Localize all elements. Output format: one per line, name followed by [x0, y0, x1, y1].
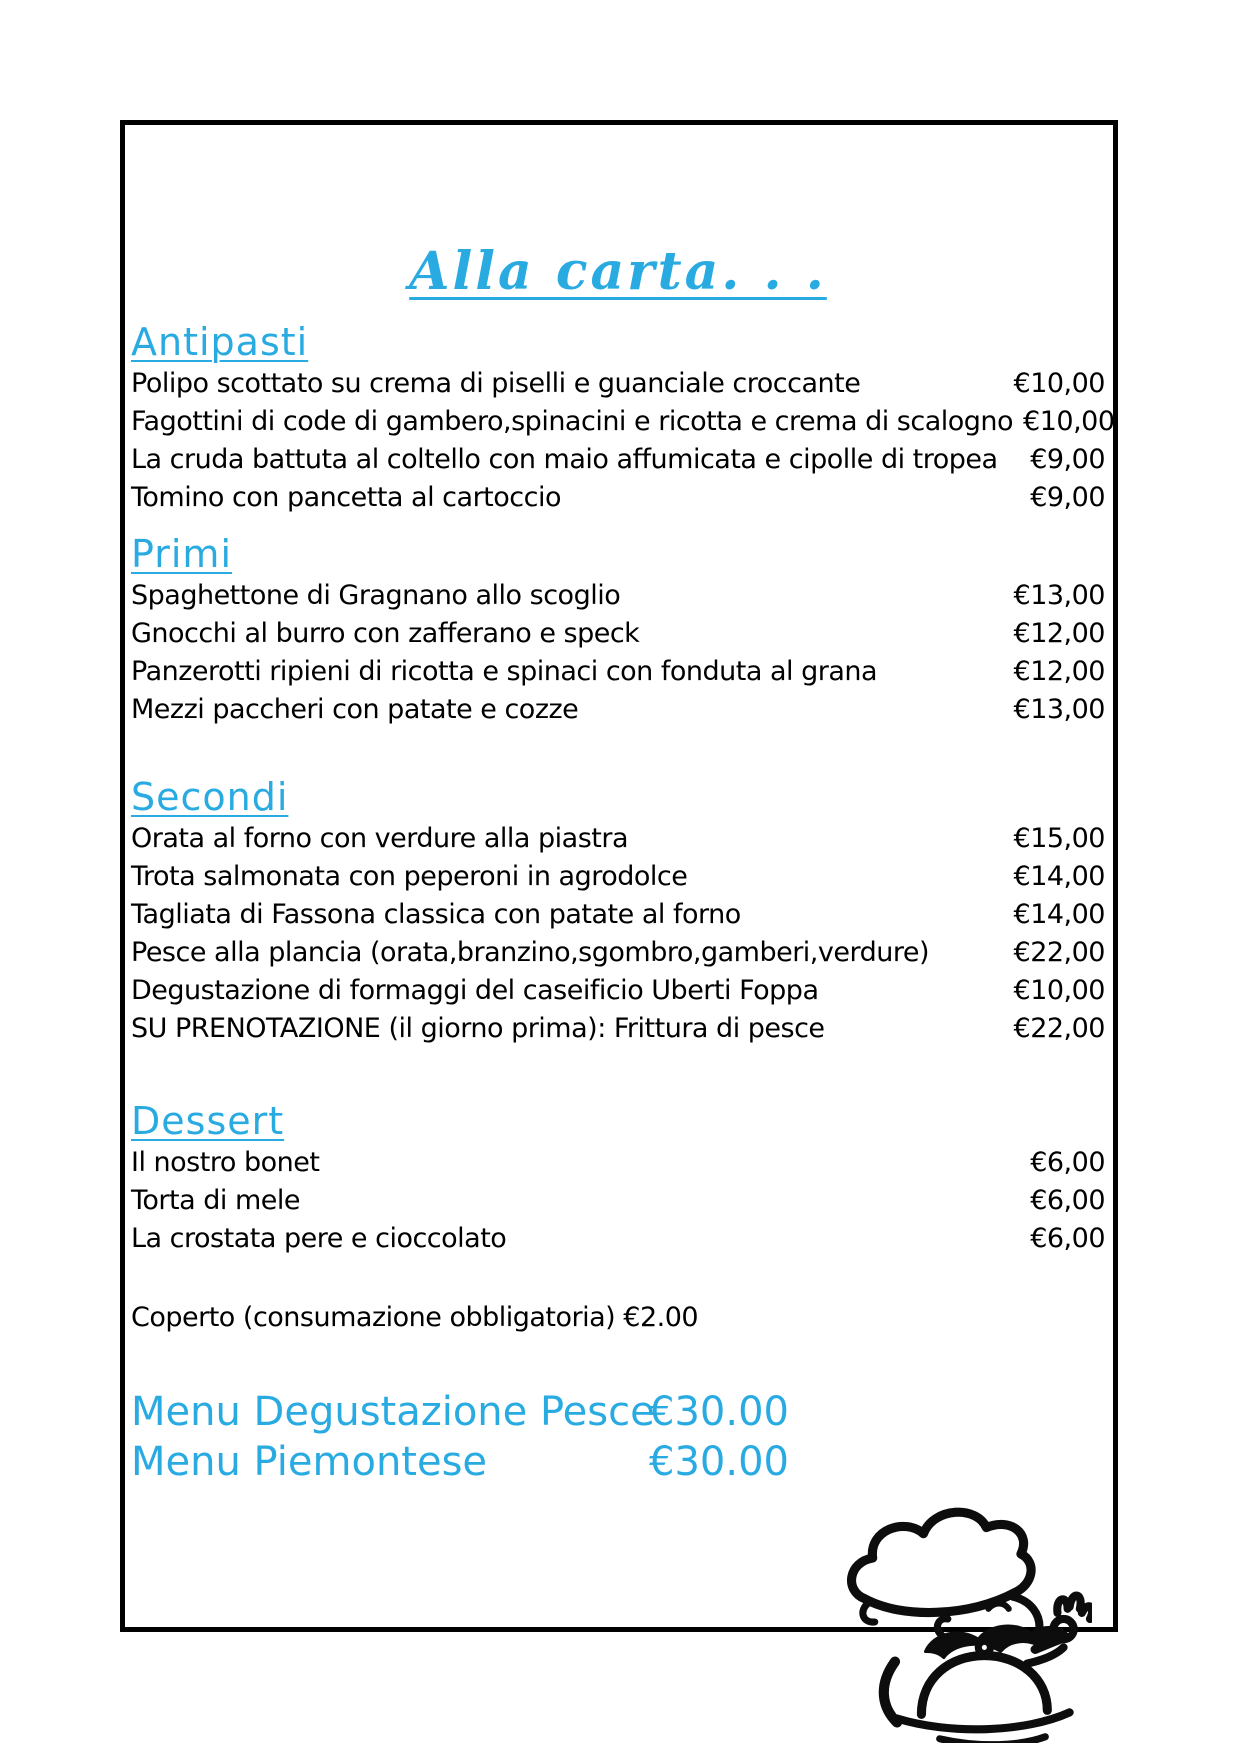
menu-item-name: Orata al forno con verdure alla piastra [131, 823, 628, 854]
menu-item-row [131, 858, 1105, 896]
menu-item-name: Fagottini di code di gambero,spinacini e ricotta e crema di scalogno [131, 406, 1014, 437]
menu-item-name: Polipo scottato su crema di piselli e guanciale croccante [131, 368, 861, 399]
coperto-note: Coperto (consumazione obbligatoria) €2.00 [131, 1302, 699, 1333]
menu-item-name: Gnocchi al burro con zafferano e speck [131, 618, 640, 649]
fixed-menu-row [131, 1387, 1105, 1437]
menu-item-price: €6,00 [1030, 1147, 1105, 1178]
menu-section [131, 531, 1105, 729]
menu-item-name: SU PRENOTAZIONE (il giorno prima): Frittura di pesce [131, 1013, 825, 1044]
fixed-menu-row [131, 1437, 1105, 1487]
menu-item-row [131, 972, 1105, 1010]
menu-item-name: Torta di mele [131, 1185, 300, 1216]
menu-item-price: €9,00 [1030, 482, 1105, 513]
section-items [131, 1144, 1105, 1258]
menu-item-name: Tagliata di Fassona classica con patate al forno [131, 899, 741, 930]
menu-item-price: €14,00 [1013, 899, 1105, 930]
menu-item-name: La crostata pere e cioccolato [131, 1223, 507, 1254]
menu-item-row [131, 479, 1105, 517]
menu-item-row [131, 403, 1115, 441]
menu-item-name: Pesce alla plancia (orata,branzino,sgombro,gamberi,verdure) [131, 937, 929, 968]
fixed-menu-name: Menu Piemontese [131, 1439, 488, 1485]
menu-item-price: €22,00 [1013, 937, 1105, 968]
fixed-menu-price: €30.00 [649, 1389, 789, 1435]
section-heading: Dessert [131, 1099, 285, 1143]
menu-item-price: €10,00 [1023, 406, 1115, 437]
menu-item-row [131, 1220, 1105, 1258]
menu-item-row [131, 653, 1105, 691]
menu-item-row [131, 691, 1105, 729]
menu-item-price: €6,00 [1030, 1223, 1105, 1254]
section-heading: Antipasti [131, 320, 309, 364]
menu-content [125, 241, 1113, 1743]
section-heading: Primi [131, 532, 233, 576]
page-title: Alla carta. . . [409, 241, 827, 302]
section-items [131, 820, 1105, 1048]
menu-item-row [131, 615, 1105, 653]
fixed-menu-name: Menu Degustazione Pesce [131, 1389, 655, 1435]
fixed-menu-price: €30.00 [649, 1439, 789, 1485]
menu-section [131, 319, 1115, 517]
menu-item-name: La cruda battuta al coltello con maio affumicata e cipolle di tropea [131, 444, 998, 475]
menu-item-row [131, 1144, 1105, 1182]
menu-item-price: €10,00 [1013, 975, 1105, 1006]
menu-sections [131, 319, 1115, 1258]
section-items [131, 365, 1115, 517]
menu-item-price: €12,00 [1013, 618, 1105, 649]
menu-item-price: €13,00 [1013, 580, 1105, 611]
menu-item-row [131, 934, 1105, 972]
menu-item-price: €12,00 [1013, 656, 1105, 687]
menu-item-name: Degustazione di formaggi del caseificio Uberti Foppa [131, 975, 819, 1006]
menu-item-row [131, 1010, 1105, 1048]
menu-item-row [131, 577, 1105, 615]
menu-item-name: Mezzi paccheri con patate e cozze [131, 694, 579, 725]
menu-item-row [131, 1182, 1105, 1220]
menu-item-price: €22,00 [1013, 1013, 1105, 1044]
menu-section [131, 774, 1105, 1048]
menu-item-price: €13,00 [1013, 694, 1105, 725]
menu-item-name: Trota salmonata con peperoni in agrodolce [131, 861, 688, 892]
menu-border-box [120, 120, 1118, 1632]
menu-item-row [131, 896, 1105, 934]
section-items [131, 577, 1105, 729]
menu-item-name: Panzerotti ripieni di ricotta e spinaci con fonduta al grana [131, 656, 878, 687]
menu-item-row [131, 365, 1105, 403]
menu-item-price: €15,00 [1013, 823, 1105, 854]
section-heading: Secondi [131, 775, 289, 819]
menu-item-name: Il nostro bonet [131, 1147, 320, 1178]
fixed-menus [131, 1387, 1105, 1487]
menu-item-row [131, 820, 1105, 858]
menu-item-name: Tomino con pancetta al cartoccio [131, 482, 561, 513]
menu-item-price: €10,00 [1013, 368, 1105, 399]
menu-section [131, 1098, 1105, 1258]
menu-item-price: €14,00 [1013, 861, 1105, 892]
menu-item-name: Spaghettone di Gragnano allo scoglio [131, 580, 621, 611]
menu-item-row [131, 441, 1105, 479]
menu-item-price: €9,00 [1030, 444, 1105, 475]
menu-item-price: €6,00 [1030, 1185, 1105, 1216]
chef-with-cloche-icon [828, 1499, 1092, 1743]
